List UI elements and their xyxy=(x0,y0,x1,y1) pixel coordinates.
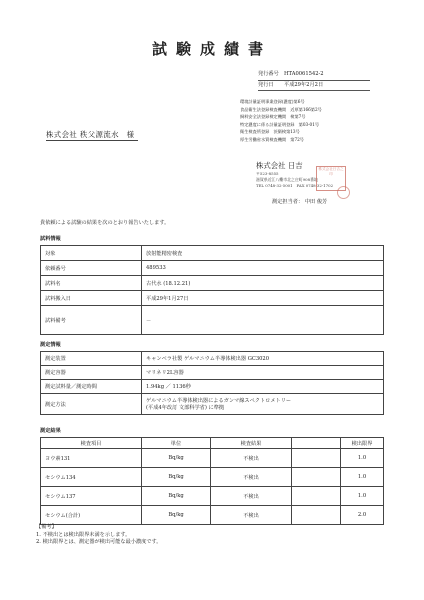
issuer-address: 滋賀県近江八幡市北之庄町908番地 xyxy=(256,176,318,182)
row-value: キャンベラ社製 ゲルマニウム半導体検出器 GC3020 xyxy=(142,352,384,366)
result-unit: Bq/kg xyxy=(142,487,211,506)
certification-item: 飼料安全法登録検定機関 検第7号 xyxy=(240,114,306,120)
approval-stamp xyxy=(337,186,350,199)
tester-name: 中田 俊芳 xyxy=(304,199,328,205)
certification-item: 衛生検査所登録 茨衛検第13号 xyxy=(240,129,300,135)
note-line: 1. 不検出とは検出限界未満を示します。 xyxy=(36,531,131,538)
issue-number-row xyxy=(258,70,370,81)
row-value: マリネリ2L容器 xyxy=(142,366,384,380)
column-header: 検出限界 xyxy=(341,438,384,449)
recipient-name: 株式会社 秩父源流水 様 xyxy=(46,129,138,141)
result-value: 不検出 xyxy=(211,506,292,525)
row-label: 対象 xyxy=(41,246,142,261)
row-label: 試料名 xyxy=(41,276,142,291)
result-unit: Bq/kg xyxy=(142,506,211,525)
result-extra xyxy=(292,506,341,525)
table-row xyxy=(41,261,384,276)
note-line: 2. 検出限界とは、測定器が検出可能な最小濃度です。 xyxy=(36,539,162,546)
result-unit: Bq/kg xyxy=(142,468,211,487)
row-label: 測定試料量／測定時間 xyxy=(41,380,142,394)
row-value: 古代水 (18.12.21) xyxy=(142,276,384,291)
result-extra xyxy=(292,468,341,487)
table-row xyxy=(41,306,384,335)
issue-number-label: 発行番号 xyxy=(258,71,279,77)
table-row xyxy=(41,352,384,366)
table-row xyxy=(41,276,384,291)
result-value: 不検出 xyxy=(211,468,292,487)
column-header: 検査項目 xyxy=(41,438,142,449)
row-label: 測定容器 xyxy=(41,366,142,380)
notes-heading: 【備考】 xyxy=(36,524,57,530)
document-title: 試験成績書 xyxy=(151,40,272,58)
result-extra xyxy=(292,449,341,468)
tester-line xyxy=(272,198,327,205)
results-table xyxy=(40,437,384,525)
header-row xyxy=(41,438,384,449)
result-unit: Bq/kg xyxy=(142,449,211,468)
tester-label: 測定担当者： xyxy=(272,199,304,205)
method-line: ゲルマニウム半導体検出器によるガンマ線スペクトロメトリー xyxy=(146,398,292,404)
column-header xyxy=(292,438,341,449)
table-row xyxy=(41,449,384,468)
result-item: セシウム134 xyxy=(41,468,142,487)
row-value xyxy=(142,394,384,415)
measurement-info-heading: 測定情報 xyxy=(40,342,61,348)
certification-item: 環境計量証明事業登録(濃度)第6号 xyxy=(240,99,305,104)
table-row xyxy=(41,246,384,261)
result-limit: 1.0 xyxy=(341,449,384,468)
row-value: 489533 xyxy=(142,261,384,276)
table-row xyxy=(41,468,384,487)
measurement-info-table xyxy=(40,351,384,415)
issue-date: 平成29年2月2日 xyxy=(284,81,324,88)
table-row xyxy=(41,487,384,506)
company-seal: 株式会社日吉之印 xyxy=(316,166,346,191)
table-row xyxy=(41,291,384,306)
intro-text: 貴依頼による試験の結果を次のとおり報告いたします。 xyxy=(40,220,170,226)
result-value: 不検出 xyxy=(211,449,292,468)
test-info-heading: 試料情報 xyxy=(40,236,61,242)
certification-list xyxy=(240,98,380,144)
column-header: 単位 xyxy=(142,438,211,449)
table-row xyxy=(41,394,384,415)
row-value: 平成29年1月27日 xyxy=(142,291,384,306)
row-value: － xyxy=(142,306,384,335)
table-row xyxy=(41,506,384,525)
result-value: 不検出 xyxy=(211,487,292,506)
row-value: 1.94kg ／ 1136秒 xyxy=(142,380,384,394)
results-heading: 測定結果 xyxy=(40,428,61,434)
row-label: 試料搬入日 xyxy=(41,291,142,306)
row-label: 依頼番号 xyxy=(41,261,142,276)
row-label: 測定装置 xyxy=(41,352,142,366)
issue-number: HTA0061542-2 xyxy=(284,71,324,77)
result-limit: 1.0 xyxy=(341,487,384,506)
table-row xyxy=(41,380,384,394)
row-label: 試料備考 xyxy=(41,306,142,335)
column-header: 検査結果 xyxy=(211,438,292,449)
result-item: ヨウ素131 xyxy=(41,449,142,468)
notes-block xyxy=(36,524,162,547)
test-info-table xyxy=(40,245,384,335)
table-row xyxy=(41,366,384,380)
result-item: セシウム(合計) xyxy=(41,506,142,525)
certification-item: 特定濃度に係る計量証明登録 第03-01号 xyxy=(240,121,320,127)
issue-info xyxy=(258,70,370,91)
result-extra xyxy=(292,487,341,506)
issuer-postal: 〒523-8555 xyxy=(256,171,279,176)
certification-item: 食品衛生法登録検査機関 近厚第166第2号 xyxy=(240,106,322,112)
method-line: (平成4年改訂 文部科学省) に準拠 xyxy=(146,405,225,411)
result-item: セシウム137 xyxy=(41,487,142,506)
row-value: 放射能精密検査 xyxy=(142,246,384,261)
row-label: 測定方法 xyxy=(41,394,142,415)
issue-date-row xyxy=(258,81,370,92)
result-limit: 2.0 xyxy=(341,506,384,525)
issue-date-label: 発行日 xyxy=(258,81,274,88)
issuer-company: 株式会社 日吉 xyxy=(256,161,303,170)
result-limit: 1.0 xyxy=(341,468,384,487)
issuer-phone: TEL 0748-32-5001 FAX 0748-32-1702 xyxy=(256,182,334,188)
certification-item: 厚生労働省水質検査機関 第72号 xyxy=(240,136,304,142)
